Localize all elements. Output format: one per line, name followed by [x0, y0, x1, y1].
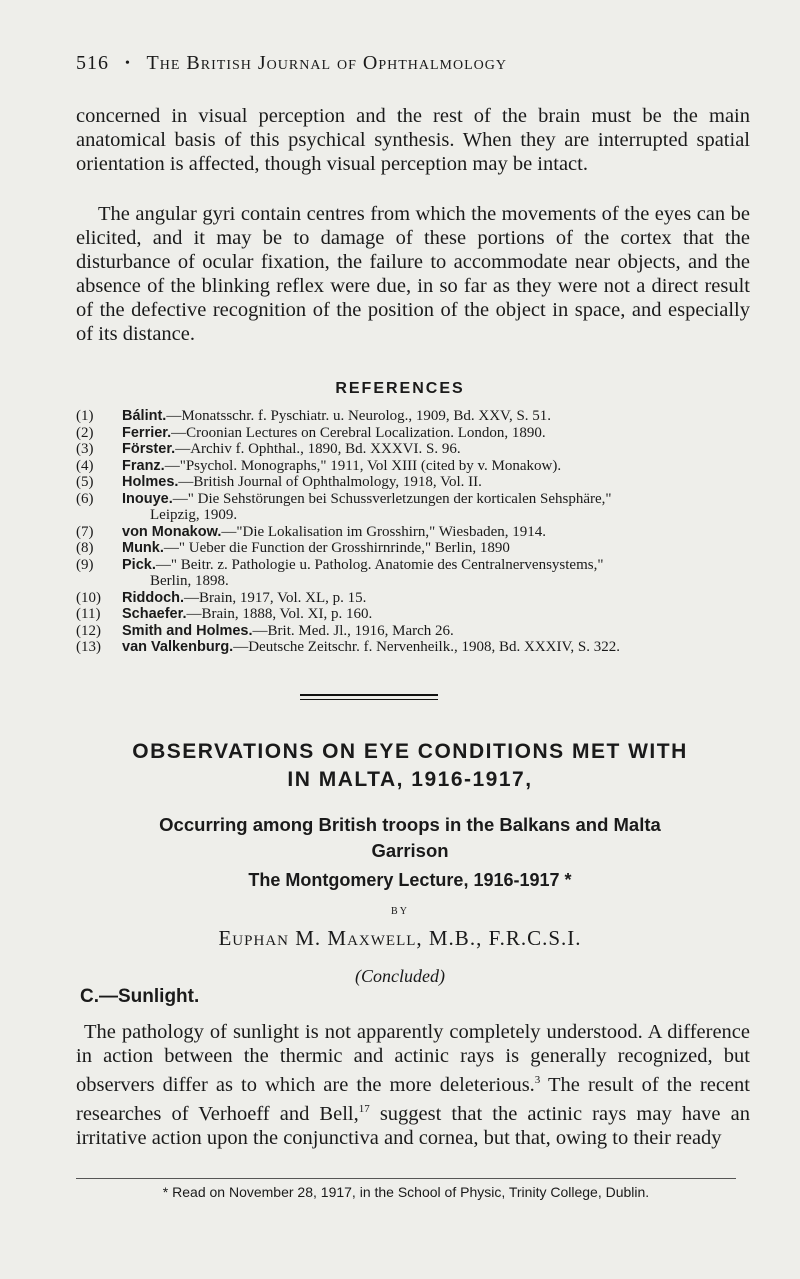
- reference-list: [76, 408, 752, 656]
- reference-citation: —" Beitr. z. Pathologie u. Patholog. Anatomie des Centralnervensystems,": [155, 556, 604, 573]
- reference-citation: —British Journal of Ophthalmology, 1918, Vol. II.: [178, 474, 482, 490]
- reference-item: [76, 474, 752, 491]
- reference-item: [76, 408, 752, 425]
- paragraph-3-text-1: The pathology of sunlight is not apparently completely understood. A difference in action between the thermic and actinic rays is generally recognized, but observers differ as to which are the more deleterious.: [76, 1021, 750, 1096]
- reference-citation: —Deutsche Zeitschr. f. Nervenheilk., 1908, Bd. XXXIV, S. 322.: [233, 639, 620, 655]
- by-line: BY: [391, 906, 409, 917]
- reference-citation: —Brain, 1888, Vol. XI, p. 160.: [186, 606, 373, 622]
- reference-item: [76, 491, 752, 524]
- title-line-1: OBSERVATIONS ON EYE CONDITIONS MET WITH: [132, 740, 688, 763]
- page-number: 516: [76, 52, 109, 74]
- article-subtitle: [60, 812, 760, 864]
- reference-author: Bálint.: [122, 408, 167, 424]
- reference-number: (12): [76, 622, 101, 639]
- section-divider: [300, 694, 438, 700]
- subtitle-line-1: Occurring among British troops in the Balkans and Malta: [159, 814, 661, 835]
- header-separator: •: [125, 56, 131, 72]
- concluded-note: (Concluded): [355, 966, 445, 986]
- section-heading: C.—Sunlight.: [80, 986, 200, 1007]
- reference-citation: —" Die Sehstörungen bei Schussverletzungen der korticalen Sehsphäre,": [172, 490, 612, 507]
- reference-author: Pick.: [122, 556, 156, 573]
- title-line-2: IN MALTA, 1916-1917,: [287, 768, 533, 791]
- reference-author: Inouye.: [122, 490, 173, 507]
- running-header: [76, 52, 676, 75]
- reference-number: (4): [76, 457, 94, 474]
- footnote-rule: [76, 1178, 736, 1179]
- article-title: [60, 738, 760, 794]
- author-name: Euphan M. Maxwell, M.B., F.R.C.S.I.: [218, 926, 582, 950]
- paragraph-3-text-3: suggest that the actinic rays may have an irritative action upon the conjunctiva and cornea, but that, owing to their ready: [76, 1102, 750, 1149]
- reference-item: [76, 458, 752, 475]
- body-paragraph-1: concerned in visual perception and the rest of the brain must be the main anatomical basis of this psychical synthesis. When they are interrupted spatial orientation is affected, though visual perception may be intact.: [76, 105, 750, 175]
- reference-citation: —"Die Lokalisation im Grosshirn," Wiesbaden, 1914.: [221, 523, 547, 540]
- reference-citation: —Croonian Lectures on Cerebral Localization. London, 1890.: [171, 424, 546, 441]
- footnote-mark: *: [162, 1184, 169, 1200]
- paragraph-3-text-2: The result of the recent researches of Verhoeff and Bell,: [76, 1073, 750, 1125]
- body-paragraph-3: [76, 1020, 750, 1150]
- reference-item: [76, 623, 752, 640]
- reference-author: Riddoch.: [122, 589, 185, 606]
- reference-citation: —Brain, 1917, Vol. XL, p. 15.: [184, 589, 367, 606]
- reference-continuation: Leipzig, 1909.: [150, 507, 238, 523]
- reference-number: (2): [76, 424, 94, 441]
- reference-item: [76, 590, 752, 607]
- reference-item: [76, 557, 752, 590]
- reference-item: [76, 606, 752, 623]
- citation-ref: 3: [534, 1074, 541, 1086]
- reference-author: Förster.: [122, 441, 176, 457]
- reference-item: [76, 441, 752, 458]
- lecture-footnote-mark: *: [564, 870, 572, 890]
- reference-author: Franz.: [122, 457, 165, 474]
- reference-citation: —" Ueber die Function der Grosshirnrinde," Berlin, 1890: [163, 540, 510, 556]
- reference-number: (9): [76, 556, 94, 573]
- reference-author: Schaefer.: [122, 606, 187, 622]
- reference-author: Munk.: [122, 540, 164, 556]
- lecture-line: [60, 870, 760, 891]
- reference-item: [76, 639, 752, 656]
- reference-author: Smith and Holmes.: [122, 622, 253, 639]
- reference-author: Ferrier.: [122, 424, 172, 441]
- reference-citation: —"Psychol. Monographs," 1911, Vol XIII (cited by v. Monakow).: [164, 457, 562, 474]
- reference-citation: —Brit. Med. Jl., 1916, March 26.: [252, 622, 454, 639]
- body-paragraph-2: The angular gyri contain centres from which the movements of the eyes can be elicited, and it may be to damage of these portions of the cortex that the disturbance of ocular fixation, the failure to accommodate near objects, and the absence of the blinking reflex were due, in so far as they were not a direct result of the defective recognition of the position of the object in space, and especially of its distance.: [76, 203, 750, 345]
- journal-title: The British Journal of Ophthalmology: [146, 52, 507, 74]
- lecture-title: The Montgomery Lecture, 1916-1917: [248, 870, 560, 890]
- reference-number: (6): [76, 490, 94, 507]
- reference-citation: —Monatsschr. f. Pyschiatr. u. Neurolog., 1909, Bd. XXV, S. 51.: [166, 408, 552, 424]
- footnote-text: Read on November 28, 1917, in the School of Physic, Trinity College, Dublin.: [172, 1184, 650, 1200]
- footnote: [76, 1184, 736, 1200]
- reference-number: (11): [76, 606, 101, 622]
- reference-number: (5): [76, 474, 94, 490]
- reference-author: van Valkenburg.: [122, 639, 234, 655]
- reference-item: [76, 540, 752, 557]
- reference-continuation: Berlin, 1898.: [150, 573, 229, 589]
- reference-number: (3): [76, 441, 94, 457]
- reference-number: (7): [76, 523, 94, 540]
- reference-number: (8): [76, 540, 94, 556]
- reference-author: Holmes.: [122, 474, 179, 490]
- reference-item: [76, 524, 752, 541]
- reference-citation: —Archiv f. Ophthal., 1890, Bd. XXXVI. S. 96.: [175, 441, 461, 457]
- reference-number: (1): [76, 408, 94, 424]
- reference-author: von Monakow.: [122, 523, 222, 540]
- reference-number: (10): [76, 589, 101, 606]
- subtitle-line-2: Garrison: [371, 840, 449, 861]
- reference-number: (13): [76, 639, 101, 655]
- citation-ref: 17: [358, 1102, 370, 1115]
- reference-item: [76, 425, 752, 442]
- references-heading: REFERENCES: [335, 380, 465, 397]
